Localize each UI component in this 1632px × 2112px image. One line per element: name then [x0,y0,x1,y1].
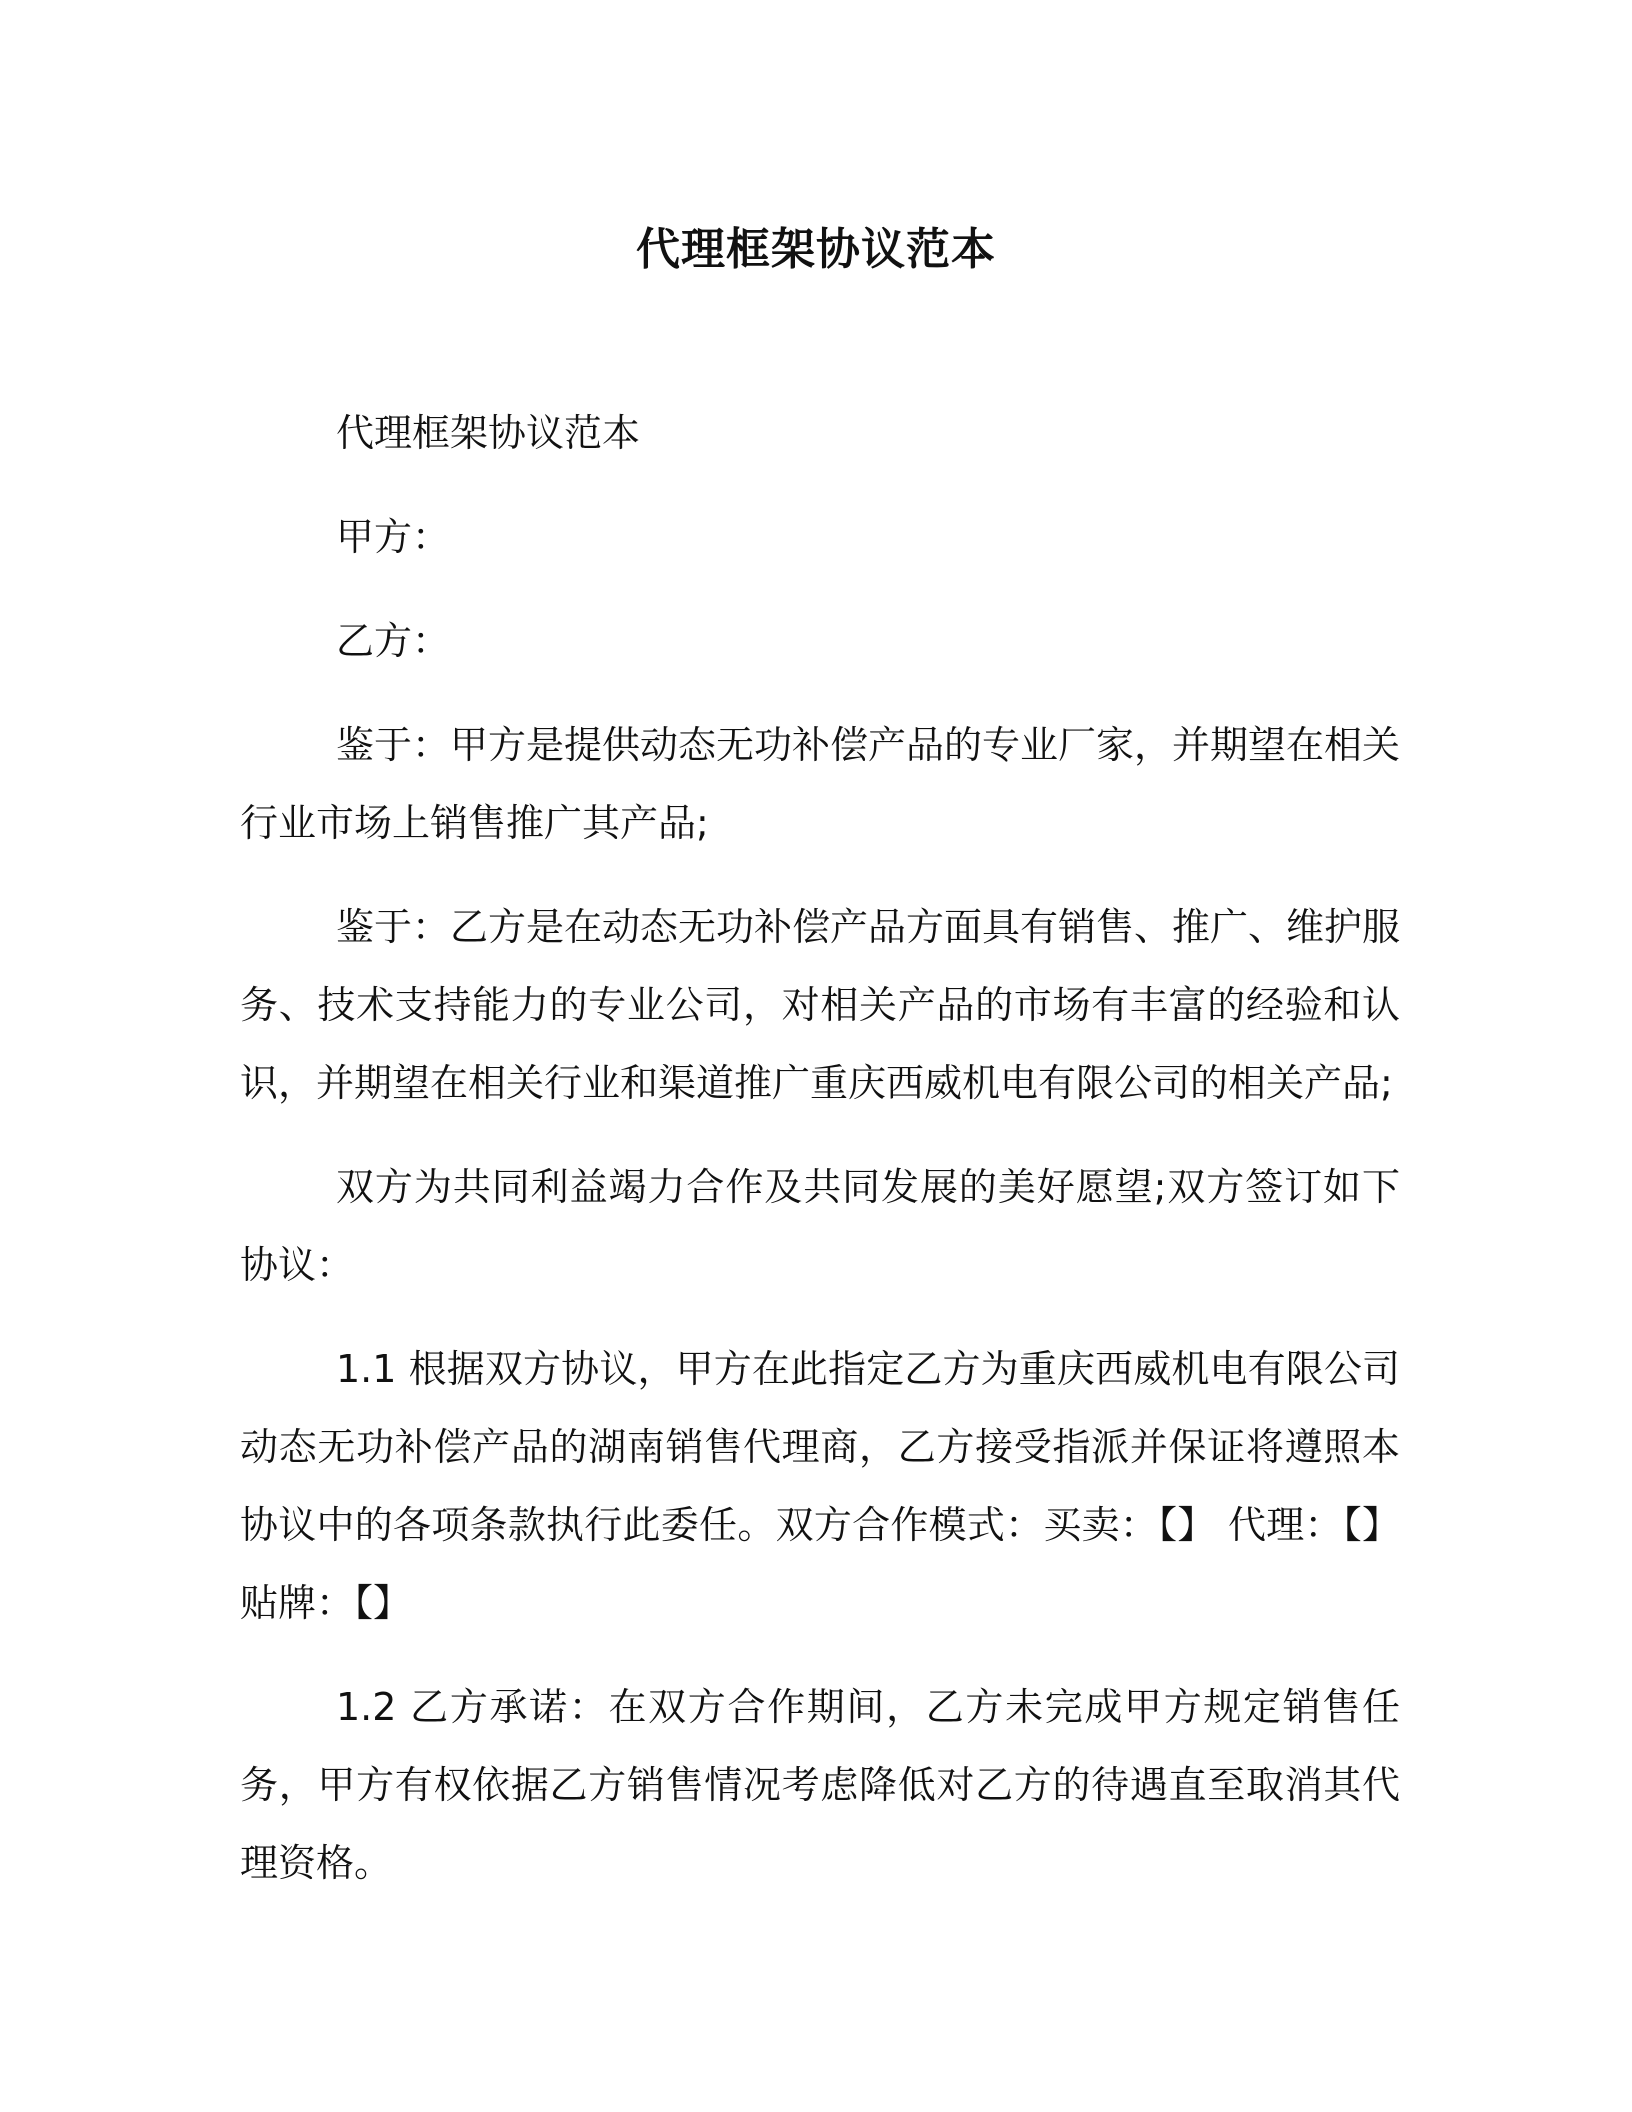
document-title: 代理框架协议范本 [636,224,996,275]
paragraph-clause-1-2: 1.2 乙方承诺：在双方合作期间，乙方未完成甲方规定销售任务，甲方有权依据乙方销售情况考虑降低对乙方的待遇直至取消其代理资格。 [240,1685,1400,1885]
paragraph-subtitle: 代理框架协议范本 [336,411,641,455]
paragraph-clause-1-1: 1.1 根据双方协议，甲方在此指定乙方为重庆西威机电有限公司动态无功补偿产品的湖南销售代理商，乙方接受指派并保证将遵照本协议中的各项条款执行此委任。双方合作模式：买卖：【】 代理：【】 贴牌：【】 [240,1347,1400,1625]
paragraph-whereas-a: 鉴于：甲方是提供动态无功补偿产品的专业厂家，并期望在相关行业市场上销售推广其产品; [240,723,1401,845]
paragraph-party-a: 甲方： [336,515,451,559]
paragraph-whereas-b: 鉴于：乙方是在动态无功补偿产品方面具有销售、推广、维护服务、技术支持能力的专业公司，对相关产品的市场有丰富的经验和认识，并期望在相关行业和渠道推广重庆西威机电有限公司的相关产品; [240,905,1401,1105]
document-body [240,394,1400,1928]
paragraph-agreement-intro: 双方为共同利益竭力合作及共同发展的美好愿望;双方签订如下协议： [240,1165,1400,1287]
paragraph-party-b: 乙方： [336,619,451,663]
